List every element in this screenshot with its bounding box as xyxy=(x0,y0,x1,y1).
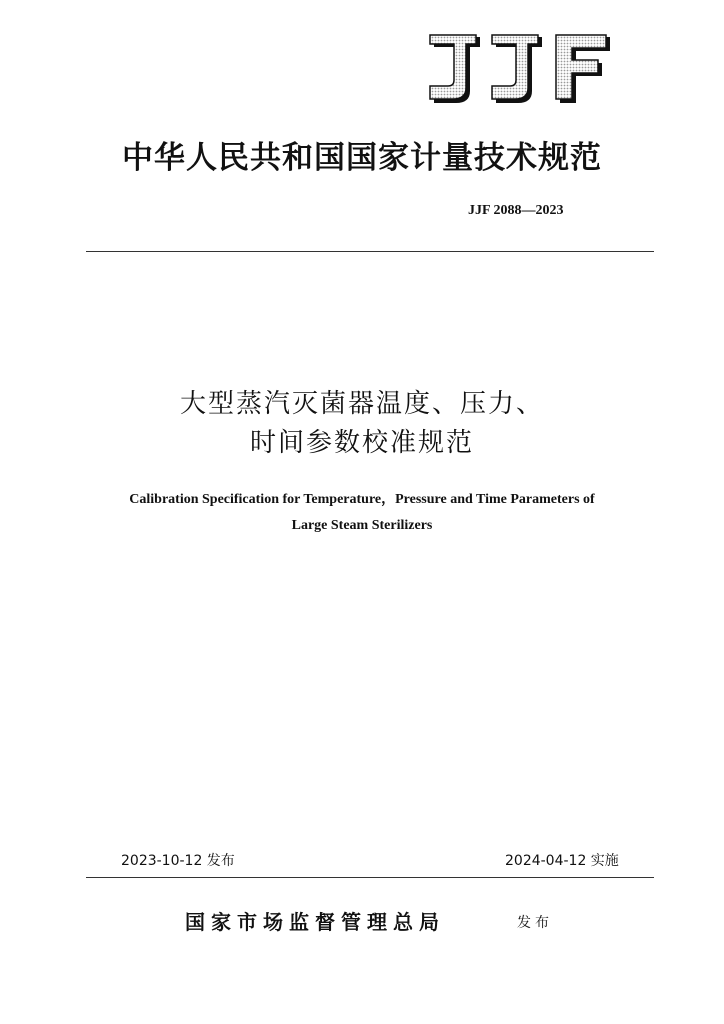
implementation-date: 2024-04-12 实施 xyxy=(505,853,619,869)
issue-date: 2023-10-12 发布 xyxy=(121,853,235,869)
top-divider xyxy=(86,251,654,252)
title-en-line2: Large Steam Sterilizers xyxy=(291,518,433,533)
title-en-line1: Calibration Specification for Temperature，Pressure and Time Parameters of xyxy=(129,492,595,507)
logo-letter-j1 xyxy=(430,35,480,103)
publisher-name: 国家市场监督管理总局 xyxy=(185,910,445,934)
logo-letter-f xyxy=(556,35,610,103)
bottom-divider xyxy=(86,877,654,878)
title-cn-line2: 时间参数校准规范 xyxy=(249,428,474,458)
publish-word: 发布 xyxy=(517,915,553,931)
jjf-logo xyxy=(428,33,612,105)
title-cn-line1: 大型蒸汽灭菌器温度、压力、 xyxy=(179,389,544,419)
logo-letter-j2 xyxy=(492,35,542,103)
document-number: JJF 2088—2023 xyxy=(468,203,564,218)
org-title: 中华人民共和国国家计量技术规范 xyxy=(122,140,602,176)
